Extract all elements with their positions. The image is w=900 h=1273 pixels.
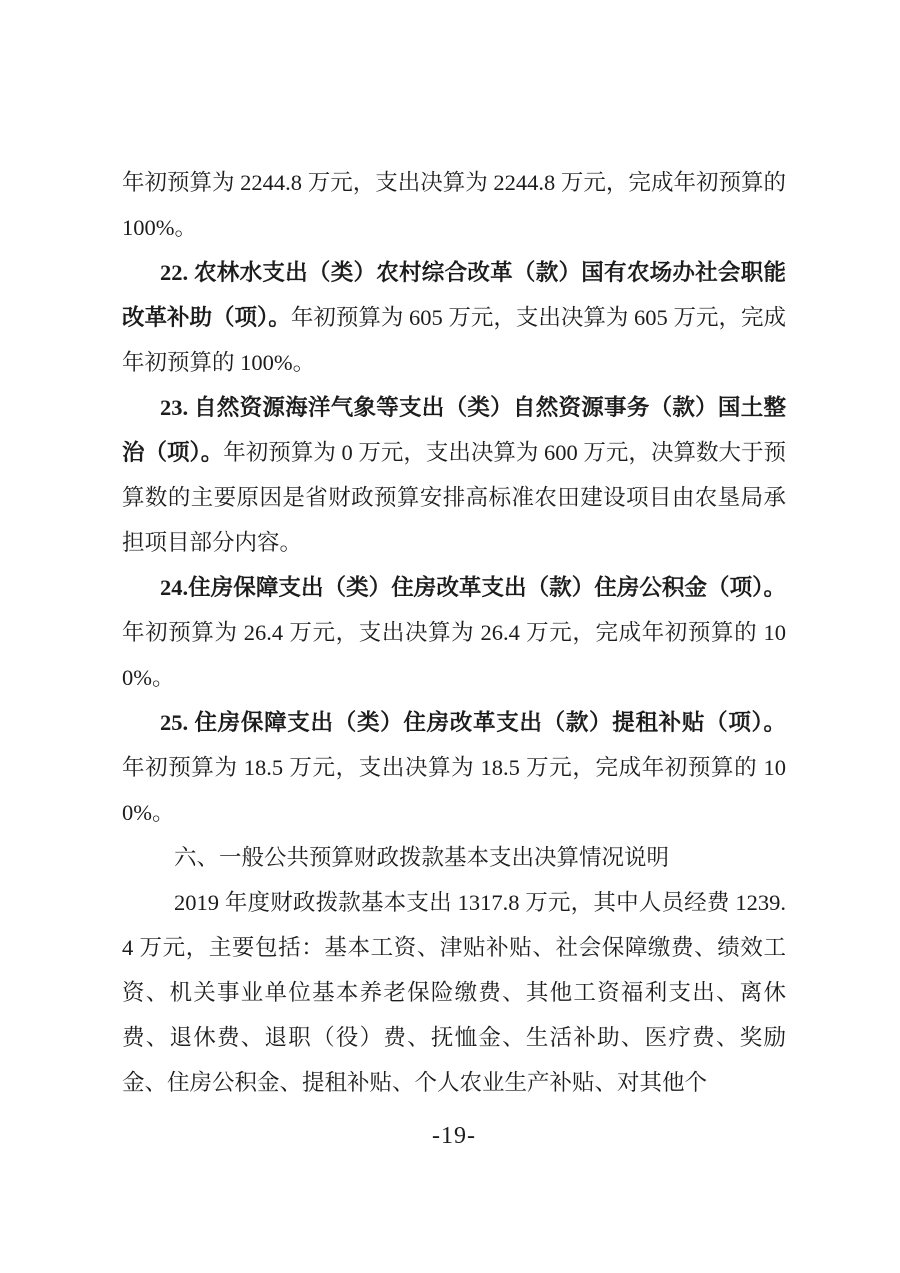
document-body	[122, 160, 786, 1105]
paragraph-4	[122, 565, 786, 700]
paragraph-7	[122, 880, 786, 1105]
page-number: -19-	[432, 1123, 476, 1149]
paragraph-1	[122, 160, 786, 250]
paragraph-3	[122, 385, 786, 565]
paragraph-6	[122, 835, 786, 880]
heading-segment: 23. 自然资源海洋气象等支出（类）自然资源事务（款）国土整治（项）。	[122, 395, 786, 465]
heading-segment: 22. 农林水支出（类）农村综合改革（款）国有农场办社会职能改革补助（项）。	[122, 260, 786, 330]
heading-segment: 25. 住房保障支出（类）住房改革支出（款）提租补贴（项）。	[160, 710, 786, 735]
text-segment: 六、一般公共预算财政拨款基本支出决算情况说明	[174, 845, 670, 870]
text-segment: 年初预算为 18.5 万元，支出决算为 18.5 万元，完成年初预算的 100%。	[122, 755, 786, 825]
text-segment: 年初预算为 2244.8 万元，支出决算为 2244.8 万元，完成年初预算的 100%。	[122, 170, 786, 240]
heading-segment: 24.住房保障支出（类）住房改革支出（款）住房公积金（项）。	[160, 575, 786, 600]
paragraph-2	[122, 250, 786, 385]
paragraph-5	[122, 700, 786, 835]
text-segment: 年初预算为 0 万元，支出决算为 600 万元，决算数大于预算数的主要原因是省财政预算安排高标准农田建设项目由农垦局承担项目部分内容。	[122, 440, 786, 555]
text-segment: 2019 年度财政拨款基本支出 1317.8 万元，其中人员经费 1239.4 万元，主要包括：基本工资、津贴补贴、社会保障缴费、绩效工资、机关事业单位基本养老保险缴费、其他工资福利支出、离休费、退休费、退职（役）费、抚恤金、生活补助、医疗费、奖励金、住房公积金、提租补贴、个人农业生产补贴、对其他个	[122, 890, 786, 1095]
text-segment: 年初预算为 605 万元，支出决算为 605 万元，完成年初预算的 100%。	[122, 305, 786, 375]
text-segment: 年初预算为 26.4 万元，支出决算为 26.4 万元，完成年初预算的 100%。	[122, 620, 786, 690]
